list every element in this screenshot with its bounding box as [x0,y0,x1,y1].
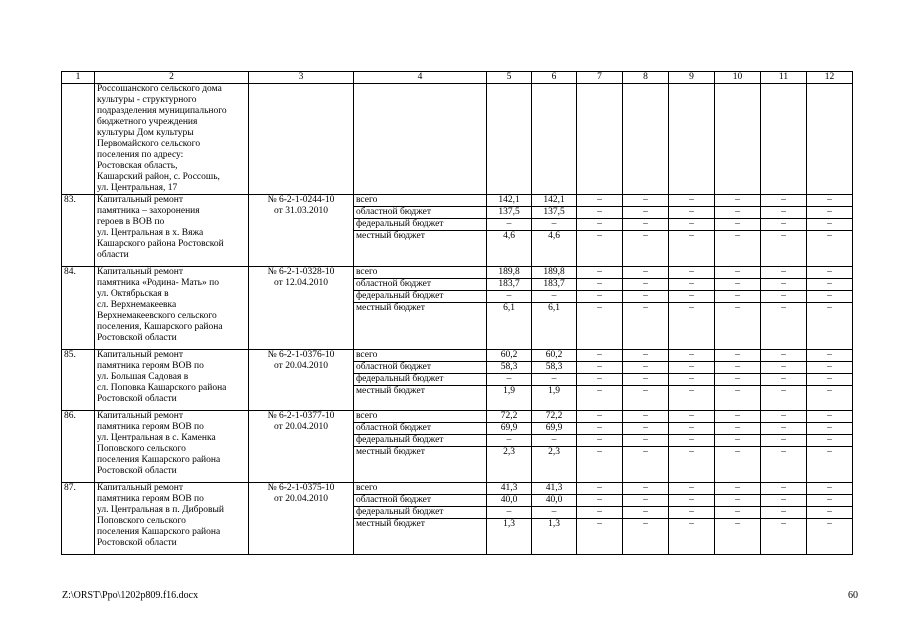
description-cell [95,195,249,267]
dash-cell: – [623,495,669,507]
dash-cell: – [761,435,807,447]
document-line: от 20.04.2010 [274,422,328,432]
dash-cell: – [577,411,623,423]
dash-cell: – [669,231,715,267]
description-line: Капитальный ремонт [97,195,184,205]
budget-label: местный бюджет [354,447,487,483]
description-line: Ростовская область, [97,161,178,171]
description-line: Верхнемакеевского сельского [97,311,217,321]
description-line: Поповского сельского [97,516,186,526]
dash-cell: – [761,362,807,374]
column-header: 3 [249,72,354,84]
dash-cell: – [669,195,715,207]
document-cell [249,350,354,411]
dash-cell: – [807,207,853,219]
value-col6: 72,2 [532,411,577,423]
dash-cell: – [715,267,761,279]
row-number: 83. [62,195,95,267]
budget-label: федеральный бюджет [354,374,487,386]
dash-cell: – [623,374,669,386]
empty-cell [354,84,487,195]
budget-label: областной бюджет [354,495,487,507]
dash-cell: – [807,267,853,279]
dash-cell: – [807,423,853,435]
dash-cell: – [807,362,853,374]
document-line: № 6-2-1-0244-10 [267,195,335,205]
value-col6: 137,5 [532,207,577,219]
budget-label: областной бюджет [354,279,487,291]
description-line: Кашарского района Ростовской [97,239,224,249]
budget-label: областной бюджет [354,362,487,374]
dash-cell: – [807,219,853,231]
budget-label: областной бюджет [354,207,487,219]
dash-cell: – [761,207,807,219]
description-line: подразделения муниципального [97,106,227,116]
description-line: ул. Октябрьская в [97,289,169,299]
dash-cell: – [623,483,669,495]
dash-cell: – [669,374,715,386]
table-row [62,84,853,195]
empty-cell [715,84,761,195]
document-line: от 31.03.2010 [274,206,328,216]
dash-cell: – [577,447,623,483]
dash-cell: – [761,483,807,495]
value-col6: – [532,435,577,447]
dash-cell: – [623,195,669,207]
dash-cell: – [577,219,623,231]
description-line: Капитальный ремонт [97,267,184,277]
description-line: Капитальный ремонт [97,350,184,360]
dash-cell: – [669,291,715,303]
dash-cell: – [715,423,761,435]
file-path: Z:\ORST\Ppo\1202p809.f16.docx [62,590,199,601]
value-col6: 69,9 [532,423,577,435]
description-line: Поповского сельского [97,444,186,454]
budget-label: всего [354,350,487,362]
dash-cell: – [715,291,761,303]
value-col6: 58,3 [532,362,577,374]
dash-cell: – [715,411,761,423]
row-number: 85. [62,350,95,411]
value-col6: 41,3 [532,483,577,495]
dash-cell: – [807,195,853,207]
empty-cell [623,84,669,195]
dash-cell: – [807,483,853,495]
dash-cell: – [623,519,669,555]
dash-cell: – [623,435,669,447]
description-line: Ростовской области [97,466,177,476]
value-col5: 40,0 [487,495,532,507]
table-row [62,195,853,207]
document-line: от 20.04.2010 [274,361,328,371]
column-header: 11 [761,72,807,84]
value-col6: 40,0 [532,495,577,507]
dash-cell: – [761,374,807,386]
value-col5: 1,9 [487,386,532,411]
description-line: сл. Верхнемакеевка [97,300,177,310]
value-col5: 69,9 [487,423,532,435]
description-line: ул. Центральная, 17 [97,183,178,193]
description-line: сл. Поповка Кашарского района [97,383,227,393]
dash-cell: – [761,219,807,231]
budget-label: федеральный бюджет [354,435,487,447]
dash-cell: – [761,231,807,267]
value-col6: 4,6 [532,231,577,267]
dash-cell: – [715,350,761,362]
description-line: бюджетного учреждения [97,117,198,127]
dash-cell: – [623,219,669,231]
column-header: 1 [62,72,95,84]
dash-cell: – [761,350,807,362]
value-col6: 183,7 [532,279,577,291]
dash-cell: – [669,423,715,435]
dash-cell: – [577,507,623,519]
empty-cell [669,84,715,195]
description-line: героев в ВОВ по [97,217,165,227]
budget-label: местный бюджет [354,519,487,555]
column-header: 8 [623,72,669,84]
description-line: памятника героям ВОВ по [97,361,204,371]
description-line: памятника героям ВОВ по [97,422,204,432]
dash-cell: – [577,195,623,207]
description-line: памятника героям ВОВ по [97,494,204,504]
empty-cell [807,84,853,195]
dash-cell: – [761,507,807,519]
dash-cell: – [715,447,761,483]
dash-cell: – [623,411,669,423]
dash-cell: – [669,483,715,495]
dash-cell: – [577,386,623,411]
value-col5: 183,7 [487,279,532,291]
value-col5: 189,8 [487,267,532,279]
dash-cell: – [669,519,715,555]
description-cell [95,350,249,411]
value-col6: – [532,219,577,231]
description-line: Первомайского сельского [97,139,201,149]
column-header: 6 [532,72,577,84]
description-cell [95,84,249,195]
budget-label: местный бюджет [354,231,487,267]
dash-cell: – [761,411,807,423]
value-col5: – [487,435,532,447]
dash-cell: – [669,411,715,423]
dash-cell: – [577,303,623,350]
dash-cell: – [669,279,715,291]
dash-cell: – [669,267,715,279]
dash-cell: – [715,279,761,291]
description-line: Кашарский район, с. Россошь, [97,172,220,182]
value-col6: – [532,507,577,519]
dash-cell: – [715,231,761,267]
description-line: Россошанского сельского дома [97,84,222,94]
value-col6: 6,1 [532,303,577,350]
dash-cell: – [761,279,807,291]
column-header: 5 [487,72,532,84]
dash-cell: – [577,267,623,279]
dash-cell: – [623,231,669,267]
description-line: культуры - структурного [97,95,197,105]
dash-cell: – [669,219,715,231]
document-cell [249,411,354,483]
dash-cell: – [715,507,761,519]
dash-cell: – [577,435,623,447]
description-line: Капитальный ремонт [97,411,184,421]
dash-cell: – [577,279,623,291]
description-line: Ростовской области [97,394,177,404]
dash-cell: – [669,386,715,411]
dash-cell: – [577,495,623,507]
value-col6: 142,1 [532,195,577,207]
table-row [62,483,853,495]
dash-cell: – [669,447,715,483]
header-row [62,72,853,84]
table-row [62,350,853,362]
dash-cell: – [715,519,761,555]
value-col6: 1,3 [532,519,577,555]
dash-cell: – [669,303,715,350]
dash-cell: – [715,303,761,350]
document-line: от 12.04.2010 [274,278,328,288]
table-row [62,411,853,423]
dash-cell: – [623,423,669,435]
value-col5: – [487,374,532,386]
dash-cell: – [807,374,853,386]
value-col5: 2,3 [487,447,532,483]
row-number: 87. [62,483,95,555]
dash-cell: – [761,195,807,207]
document-line: от 20.04.2010 [274,494,328,504]
value-col6: 189,8 [532,267,577,279]
dash-cell: – [623,291,669,303]
dash-cell: – [807,303,853,350]
dash-cell: – [715,195,761,207]
value-col5: 72,2 [487,411,532,423]
document-line: № 6-2-1-0328-10 [267,267,335,277]
value-col6: – [532,291,577,303]
dash-cell: – [715,219,761,231]
description-cell [95,267,249,350]
value-col6: 60,2 [532,350,577,362]
dash-cell: – [669,362,715,374]
description-line: поселения по адресу: [97,150,184,160]
description-line: ул. Центральная в с. Каменка [97,433,216,443]
dash-cell: – [577,483,623,495]
description-line: памятника «Родина- Мать» по [97,278,219,288]
budget-label: местный бюджет [354,386,487,411]
dash-cell: – [577,291,623,303]
budget-table [61,71,853,555]
description-line: поселения, Кашарского района [97,322,223,332]
description-line: культуры Дом культуры [97,128,194,138]
dash-cell: – [807,291,853,303]
dash-cell: – [807,519,853,555]
dash-cell: – [807,279,853,291]
description-line: ул. Центральная в п. Дибровый [97,505,224,515]
budget-label: федеральный бюджет [354,291,487,303]
dash-cell: – [669,507,715,519]
dash-cell: – [807,350,853,362]
value-col5: – [487,507,532,519]
description-line: Ростовской области [97,333,177,343]
dash-cell: – [761,519,807,555]
value-col5: – [487,219,532,231]
dash-cell: – [669,207,715,219]
dash-cell: – [577,519,623,555]
budget-label: федеральный бюджет [354,219,487,231]
dash-cell: – [669,350,715,362]
description-line: ул. Большая Садовая в [97,372,189,382]
value-col5: 142,1 [487,195,532,207]
dash-cell: – [577,350,623,362]
document-cell [249,483,354,555]
document-line: № 6-2-1-0377-10 [267,411,335,421]
page-number: 60 [848,590,858,601]
dash-cell: – [577,374,623,386]
dash-cell: – [623,362,669,374]
document-cell [249,195,354,267]
description-line: поселения Кашарского района [97,527,221,537]
description-line: памятника – захоронения [97,206,200,216]
column-header: 4 [354,72,487,84]
value-col5: 1,3 [487,519,532,555]
table-body [62,84,853,555]
budget-label: всего [354,411,487,423]
dash-cell: – [761,495,807,507]
dash-cell: – [761,423,807,435]
dash-cell: – [715,386,761,411]
empty-cell [761,84,807,195]
empty-cell [532,84,577,195]
dash-cell: – [715,374,761,386]
value-col5: 60,2 [487,350,532,362]
dash-cell: – [623,267,669,279]
budget-label: всего [354,483,487,495]
description-cell [95,483,249,555]
description-line: Ростовской области [97,538,177,548]
value-col6: – [532,374,577,386]
empty-cell [249,84,354,195]
dash-cell: – [807,411,853,423]
value-col6: 1,9 [532,386,577,411]
description-line: поселения Кашарского района [97,455,221,465]
empty-cell [487,84,532,195]
table-row [62,267,853,279]
budget-label: федеральный бюджет [354,507,487,519]
dash-cell: – [623,447,669,483]
row-number-cell [62,84,95,195]
dash-cell: – [715,483,761,495]
row-number: 86. [62,411,95,483]
column-header: 2 [95,72,249,84]
dash-cell: – [807,386,853,411]
dash-cell: – [715,435,761,447]
dash-cell: – [761,267,807,279]
value-col5: 41,3 [487,483,532,495]
column-header: 10 [715,72,761,84]
dash-cell: – [623,279,669,291]
dash-cell: – [715,362,761,374]
empty-cell [577,84,623,195]
value-col5: 4,6 [487,231,532,267]
dash-cell: – [623,303,669,350]
row-number: 84. [62,267,95,350]
dash-cell: – [807,447,853,483]
value-col5: 6,1 [487,303,532,350]
dash-cell: – [715,207,761,219]
value-col6: 2,3 [532,447,577,483]
dash-cell: – [577,231,623,267]
dash-cell: – [623,207,669,219]
document-line: № 6-2-1-0375-10 [267,483,335,493]
dash-cell: – [807,507,853,519]
budget-label: областной бюджет [354,423,487,435]
dash-cell: – [761,447,807,483]
column-header: 7 [577,72,623,84]
dash-cell: – [807,231,853,267]
description-line: ул. Центральная в х. Вяжа [97,228,204,238]
column-header: 12 [807,72,853,84]
dash-cell: – [669,495,715,507]
dash-cell: – [807,435,853,447]
dash-cell: – [807,495,853,507]
dash-cell: – [577,207,623,219]
budget-label: всего [354,195,487,207]
description-line: Капитальный ремонт [97,483,184,493]
value-col5: 58,3 [487,362,532,374]
description-cell [95,411,249,483]
dash-cell: – [577,423,623,435]
description-line: области [97,250,129,260]
dash-cell: – [715,495,761,507]
value-col5: 137,5 [487,207,532,219]
dash-cell: – [761,303,807,350]
dash-cell: – [761,291,807,303]
dash-cell: – [623,350,669,362]
dash-cell: – [577,362,623,374]
document-line: № 6-2-1-0376-10 [267,350,335,360]
document-cell [249,267,354,350]
budget-label: местный бюджет [354,303,487,350]
budget-label: всего [354,267,487,279]
dash-cell: – [623,507,669,519]
dash-cell: – [669,435,715,447]
column-header: 9 [669,72,715,84]
value-col5: – [487,291,532,303]
dash-cell: – [623,386,669,411]
dash-cell: – [761,386,807,411]
